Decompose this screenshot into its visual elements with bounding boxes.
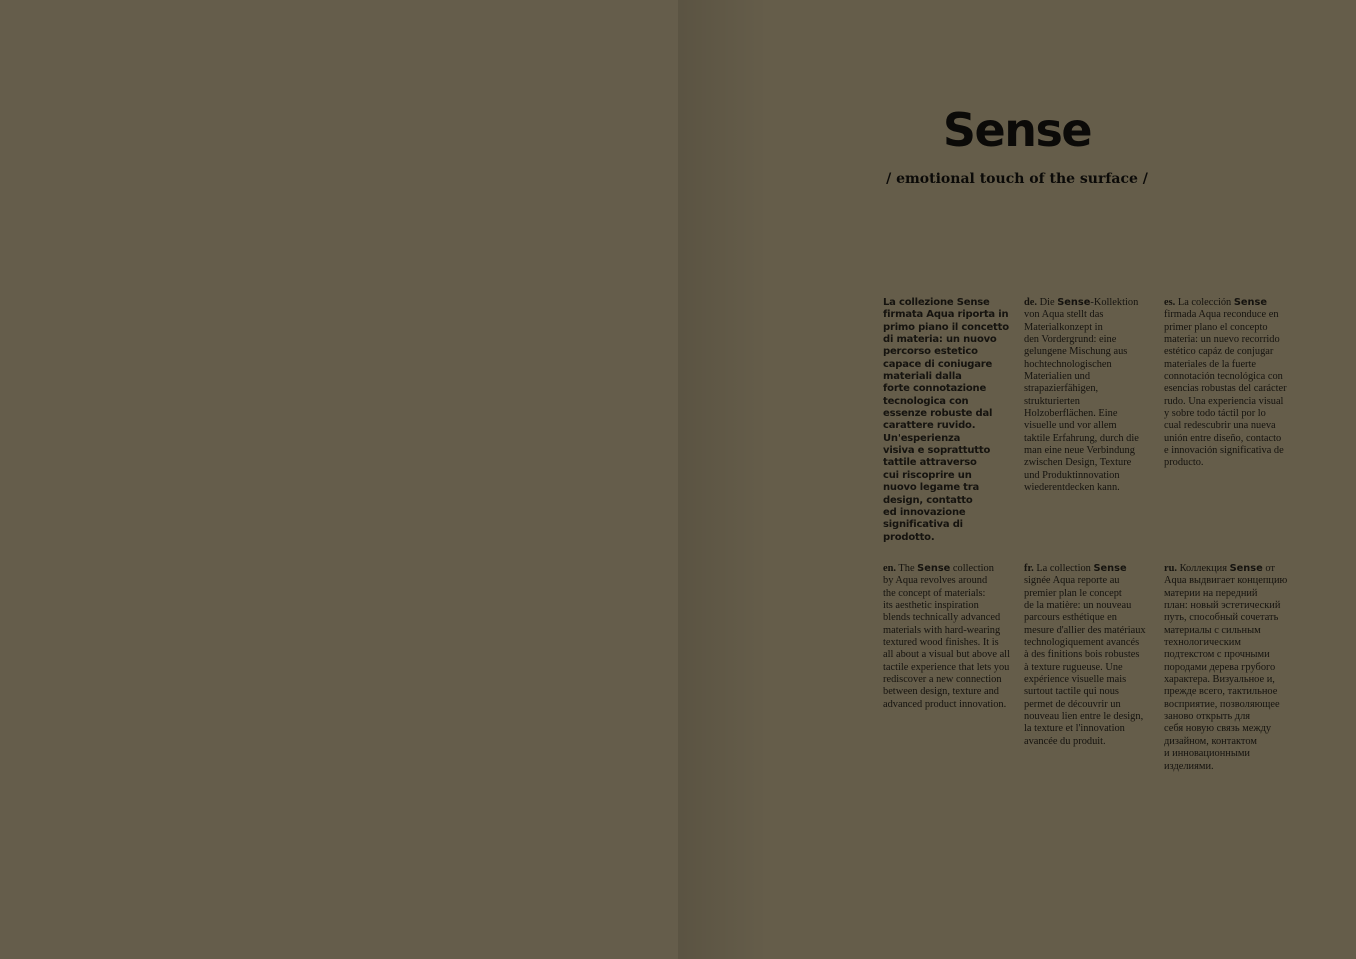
text-line: à texture rugueuse. Une: [1024, 661, 1123, 673]
gutter-shadow: [678, 0, 768, 959]
text-line: Un'esperienza: [883, 432, 961, 444]
text-line: породами дерева грубого: [1164, 661, 1276, 673]
text-line: estético capáz de conjugar: [1164, 346, 1274, 358]
text-line: strapazierfähigen,: [1024, 383, 1099, 395]
text-line: nouveau lien entre le design,: [1024, 711, 1144, 723]
text-line: дизайном, контактом: [1164, 735, 1257, 747]
text-line: esencias robustas del carácter: [1164, 383, 1287, 395]
text-line: восприятие, позволяющее: [1164, 698, 1280, 710]
text-line: rudo. Una experiencia visual: [1164, 395, 1284, 407]
text-line: Materialien und: [1024, 371, 1091, 383]
text-line: La collezione Sense: [883, 297, 990, 308]
text-line: mesure d'allier des matériaux: [1024, 624, 1146, 636]
text-line: essenze robuste dal: [883, 408, 993, 420]
text-line: себя новую связь между: [1164, 723, 1272, 735]
text-line: материи на передний: [1164, 587, 1258, 599]
text-line: permet de découvrir un: [1024, 698, 1121, 710]
language-code: fr.: [1024, 563, 1034, 574]
text-column-es: [1164, 297, 1294, 470]
text-fragment: -Kollektion: [1090, 297, 1139, 308]
text-line: design, contatto: [883, 494, 973, 506]
text-line: характера. Визуальное и,: [1164, 674, 1275, 686]
text-line: cual redescubrir una nueva: [1164, 420, 1276, 432]
text-line: und Produktinnovation: [1024, 469, 1120, 481]
language-code: en.: [883, 563, 896, 574]
text-line: prodotto.: [883, 531, 935, 543]
text-line: avancée du produit.: [1024, 735, 1106, 747]
text-line: план: новый эстетический: [1164, 600, 1281, 612]
text-line: all about a visual but above all: [883, 649, 1010, 661]
text-line: forte connotazione: [883, 383, 987, 395]
text-column-fr: [1024, 563, 1154, 748]
text-line: изделиями.: [1164, 760, 1214, 772]
text-line: и инновационными: [1164, 748, 1250, 760]
text-line: заново открыть для: [1164, 711, 1251, 723]
text-line: ed innovazione: [883, 506, 966, 518]
text-line: materiales de la fuerte: [1164, 358, 1257, 370]
text-line: подтекстом с прочными: [1164, 649, 1270, 661]
text-line: di materia: un nuovo: [883, 334, 997, 346]
language-code: de.: [1024, 297, 1037, 308]
text-line: strukturierten: [1024, 395, 1080, 407]
text-line: tactile experience that lets you: [883, 661, 1010, 673]
text-line: advanced product innovation.: [883, 698, 1007, 710]
text-line: технологическим: [1164, 637, 1241, 649]
text-line: producto.: [1164, 457, 1204, 469]
text-line-first: [1164, 297, 1294, 309]
text-line: technologiquement avancés: [1024, 637, 1140, 649]
text-line: прежде всего, тактильное: [1164, 686, 1278, 698]
text-line: materials with hard-wearing: [883, 624, 1001, 636]
brand-keyword: Sense: [917, 563, 951, 574]
text-line: den Vordergrund: eine: [1024, 334, 1117, 346]
text-fragment: collection: [950, 563, 994, 574]
text-line: between design, texture and: [883, 686, 999, 698]
text-line: materiali dalla: [883, 371, 962, 383]
text-line: von Aqua stellt das: [1024, 309, 1104, 321]
text-line: e innovación significativa de: [1164, 445, 1284, 457]
text-line: percorso estetico: [883, 346, 978, 358]
text-fragment: La colección: [1175, 297, 1234, 308]
text-line: cui riscoprire un: [883, 469, 972, 481]
text-fragment: La collection: [1033, 563, 1094, 574]
text-line: visiva e soprattutto: [883, 445, 991, 457]
text-line: gelungene Mischung aus: [1024, 346, 1128, 358]
language-code: ru.: [1164, 563, 1177, 574]
text-line-first: [1024, 563, 1154, 575]
language-code: es.: [1164, 297, 1176, 308]
text-line: nuovo legame tra: [883, 482, 980, 494]
brand-keyword: Sense: [1093, 563, 1127, 574]
text-line: its aesthetic inspiration: [883, 600, 979, 612]
text-fragment: Коллекция: [1177, 563, 1230, 574]
text-line: wiederentdecken kann.: [1024, 482, 1120, 494]
text-line: primer plano el concepto: [1164, 321, 1268, 333]
text-column-en: [883, 563, 1013, 711]
page-title: Sense: [942, 103, 1092, 157]
brand-keyword: Sense: [1233, 297, 1267, 308]
text-line: à des finitions bois robustes: [1024, 649, 1140, 661]
text-line: unión entre diseño, contacto: [1164, 432, 1282, 444]
text-column-it: [883, 297, 1013, 544]
text-line: de la matière: un nouveau: [1024, 600, 1132, 612]
text-line-first: [1164, 563, 1294, 575]
text-line: carattere ruvido.: [883, 420, 976, 432]
text-line: y sobre todo táctil por lo: [1164, 408, 1266, 420]
text-line: путь, способный сочетать: [1164, 612, 1279, 624]
text-line: connotación tecnológica con: [1164, 371, 1283, 383]
text-line: Holzoberflächen. Eine: [1024, 408, 1118, 420]
text-line: firmada Aqua reconduce en: [1164, 309, 1279, 321]
text-line: expérience visuelle mais: [1024, 674, 1127, 686]
text-line: surtout tactile qui nous: [1024, 686, 1119, 698]
text-line: taktile Erfahrung, durch die: [1024, 432, 1139, 444]
text-line: tattile attraverso: [883, 457, 977, 469]
text-line: blends technically advanced: [883, 612, 1001, 624]
text-line: hochtechnologischen: [1024, 358, 1112, 370]
text-line: rediscover a new connection: [883, 674, 1002, 686]
text-line: man eine neue Verbindung: [1024, 445, 1135, 457]
text-line: materia: un nuevo recorrido: [1164, 334, 1280, 346]
text-line: материалы с сильным: [1164, 624, 1261, 636]
text-line: textured wood finishes. It is: [883, 637, 999, 649]
text-line: signée Aqua reporte au: [1024, 575, 1120, 587]
text-line: capace di coniugare: [883, 358, 993, 370]
brand-keyword: Sense: [1229, 563, 1263, 574]
text-line-first: [883, 563, 1013, 575]
text-line: premier plan le concept: [1024, 587, 1122, 599]
text-line: Materialkonzept in: [1024, 321, 1103, 333]
text-line: the concept of materials:: [883, 587, 986, 599]
text-line: significativa di: [883, 519, 963, 531]
text-line: la texture et l'innovation: [1024, 723, 1125, 735]
text-column-de: [1024, 297, 1154, 495]
text-column-ru: [1164, 563, 1294, 773]
text-line-first: [1024, 297, 1154, 309]
text-line: primo piano il concetto: [883, 321, 1009, 333]
text-line: visuelle und vor allem: [1024, 420, 1117, 432]
brand-keyword: Sense: [1057, 297, 1091, 308]
text-line: by Aqua revolves around: [883, 575, 988, 587]
text-fragment: Die: [1037, 297, 1058, 308]
text-line: parcours esthétique en: [1024, 612, 1117, 624]
text-line: firmata Aqua riporta in: [883, 309, 1009, 321]
text-line: zwischen Design, Texture: [1024, 457, 1132, 469]
text-line: tecnologica con: [883, 395, 969, 407]
text-fragment: The: [896, 563, 918, 574]
text-line: Aqua выдвигает концепцию: [1164, 575, 1288, 587]
page-subtitle: / emotional touch of the surface /: [886, 171, 1148, 187]
text-fragment: от: [1262, 563, 1275, 574]
